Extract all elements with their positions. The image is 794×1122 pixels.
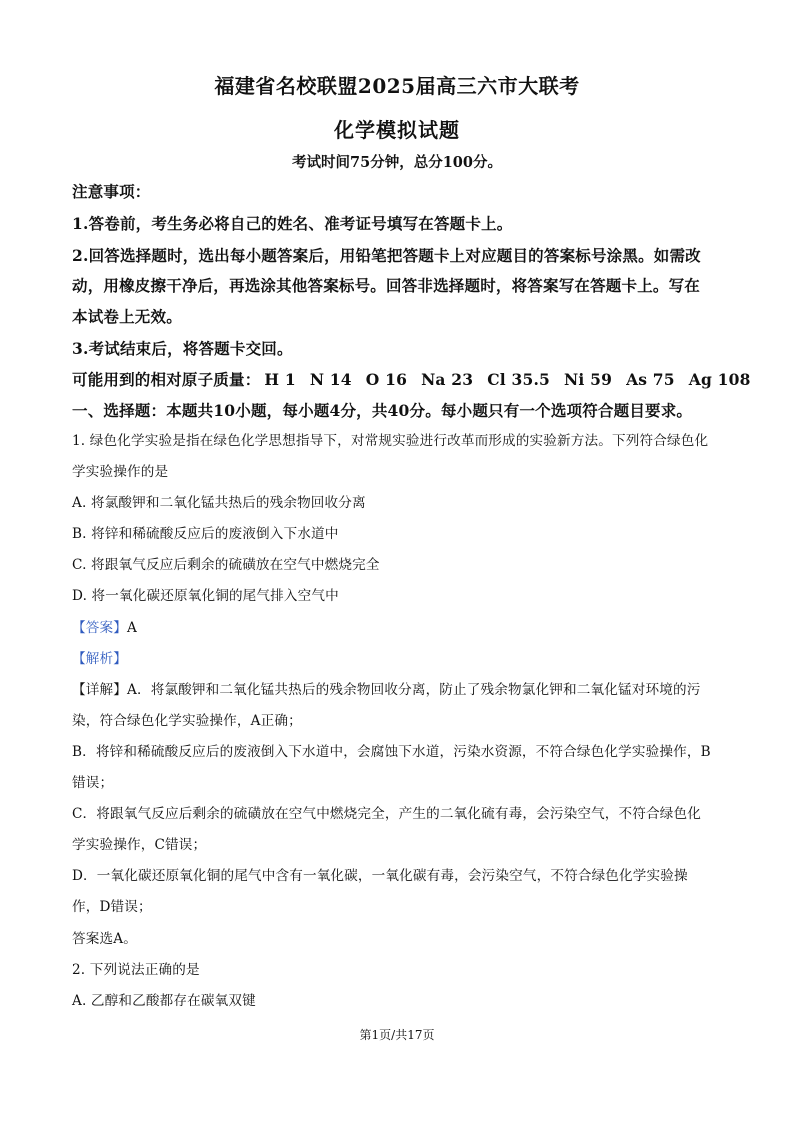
q1-answer — [72, 622, 727, 636]
atomic-mass-item: Ag 108 — [688, 370, 751, 389]
atomic-mass-item: O 16 — [365, 370, 408, 389]
exam-title: 福建省名校联盟2025届高三六市大联考 — [214, 74, 580, 98]
exam-info: 考试时间75分钟，总分100分。 — [292, 154, 502, 171]
atomic-mass-item: Cl 35.5 — [487, 370, 551, 389]
atomic-masses — [72, 370, 751, 389]
answer-tag: 【答案】 — [72, 620, 127, 636]
atomic-mass-item: H 1 — [264, 370, 296, 389]
section-1-heading: 一、选择题：本题共10小题，每小题4分，共40分。每小题只有一个选项符合题目要求。 — [72, 401, 693, 420]
detail-text: A．将氯酸钾和二氧化锰共热后的残余物回收分离，防止了残余物氯化钾和二氧化锰对环境的污 — [126, 682, 701, 698]
q1-detail-line-5: C．将跟氧气反应后剩余的硫磺放在空气中燃烧完全，产生的二氧化硫有毒，会污染空气，不符合绿色化 — [72, 806, 702, 822]
q1-option-b: B. 将锌和稀硫酸反应后的废液倒入下水道中 — [72, 526, 339, 542]
atomic-mass-item: Na 23 — [421, 370, 474, 389]
q1-conclusion: 答案选A。 — [72, 931, 137, 947]
q1-detail-line-7: D．一氧化碳还原氧化铜的尾气中含有一氧化碳，一氧化碳有毒，会污染空气，不符合绿色化学实验操 — [72, 868, 688, 884]
notes-item-2-line-2: 动，用橡皮擦干净后，再选涂其他答案标号。回答非选择题时，将答案写在答题卡上。写在 — [72, 276, 701, 295]
detail-tag: 【详解】 — [72, 682, 127, 698]
q1-detail-line-8: 作，D错误； — [72, 899, 152, 915]
page-number: 第1页/共17页 — [359, 1028, 435, 1042]
q1-detail-line-4: 错误； — [72, 775, 114, 791]
notes-item-1: 1.答卷前，考生务必将自己的姓名、准考证号填写在答题卡上。 — [72, 214, 513, 233]
q1-option-d: D. 将一氧化碳还原氧化铜的尾气排入空气中 — [72, 588, 339, 604]
q1-analysis-tag — [72, 653, 727, 667]
q1-detail-line-2: 染，符合绿色化学实验操作，A正确； — [72, 713, 302, 729]
q1-detail-line-3: B．将锌和稀硫酸反应后的废液倒入下水道中，会腐蚀下水道，污染水资源，不符合绿色化学实验操作，B — [72, 744, 711, 760]
notes-heading: 注意事项： — [72, 182, 151, 201]
answer-value: A — [126, 620, 137, 636]
exam-subtitle: 化学模拟试题 — [334, 118, 460, 142]
q1-detail-line-1 — [72, 684, 727, 698]
q1-stem-line-2: 学实验操作的是 — [72, 464, 169, 480]
atomic-mass-item: As 75 — [626, 370, 675, 389]
notes-item-3: 3.考试结束后，将答题卡交回。 — [72, 339, 293, 358]
atomic-mass-item: N 14 — [309, 370, 352, 389]
q1-option-a: A. 将氯酸钾和二氧化锰共热后的残余物回收分离 — [72, 495, 366, 511]
q2-option-a: A. 乙醇和乙酸都存在碳氧双键 — [72, 993, 256, 1009]
notes-item-2-line-3: 本试卷上无效。 — [72, 307, 182, 326]
atomic-masses-label: 可能用到的相对原子质量： — [72, 370, 261, 389]
notes-item-2-line-1: 2.回答选择题时，选出每小题答案后，用铅笔把答题卡上对应题目的答案标号涂黑。如需改 — [72, 246, 701, 265]
q1-option-c: C. 将跟氧气反应后剩余的硫磺放在空气中燃烧完全 — [72, 557, 380, 573]
analysis-tag: 【解析】 — [72, 651, 127, 667]
q1-detail-line-6: 学实验操作，C错误； — [72, 837, 207, 853]
q2-stem: 2. 下列说法正确的是 — [72, 962, 200, 978]
atomic-mass-item: Ni 59 — [564, 370, 613, 389]
q1-stem-line-1: 1. 绿色化学实验是指在绿色化学思想指导下，对常规实验进行改革而形成的实验新方法。下列符合绿色化 — [72, 433, 709, 449]
